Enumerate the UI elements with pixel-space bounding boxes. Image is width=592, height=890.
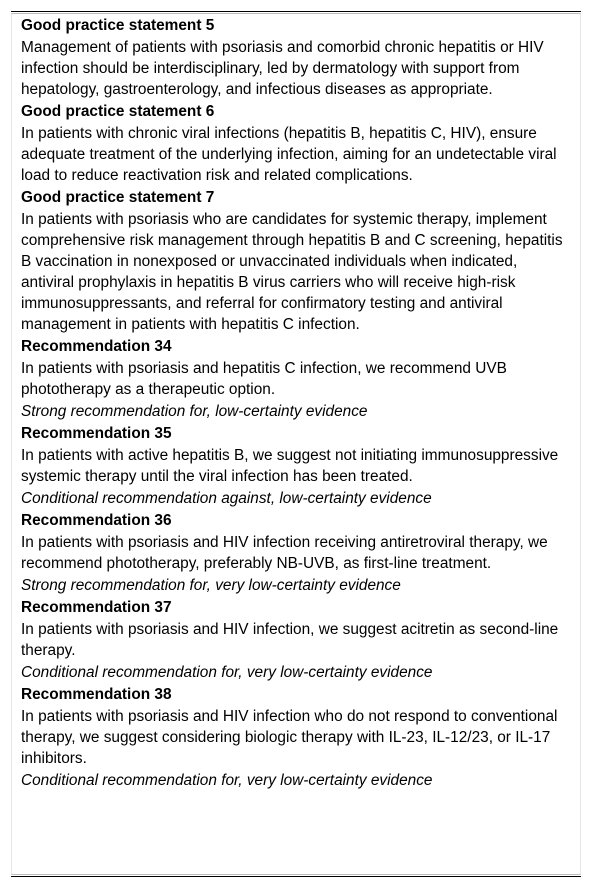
recommendation-heading: Recommendation 37 [21,599,172,616]
recommendations-table-body [11,13,581,875]
recommendation-text: In patients with psoriasis and hepatitis C infection, we recommend UVB phototherapy as a therapeutic option. [21,360,507,398]
statement-text: In patients with chronic viral infections (hepatitis B, hepatitis C, HIV), ensure adequate treatment of the underlying infection, aiming for an undetectable viral load to reduce reactivation risk and related complications. [21,125,557,184]
recommendation-34 [21,335,570,422]
recommendation-text: In patients with active hepatitis B, we suggest not initiating immunosuppressive systemic therapy until the viral infection has been treated. [21,447,559,485]
statement-heading: Good practice statement 6 [21,103,215,120]
recommendation-heading: Recommendation 38 [21,686,172,703]
recommendation-35 [21,422,570,509]
recommendation-heading: Recommendation 36 [21,512,172,529]
good-practice-statement-5 [21,14,570,100]
recommendation-strength: Strong recommendation for, very low-certainty evidence [21,577,401,594]
recommendation-strength: Conditional recommendation against, low-certainty evidence [21,490,432,507]
recommendation-37 [21,596,570,683]
statement-heading: Good practice statement 7 [21,189,215,206]
recommendation-36 [21,509,570,596]
recommendations-table [11,11,581,877]
good-practice-statement-7 [21,186,570,335]
statement-heading: Good practice statement 5 [21,17,215,34]
recommendation-text: In patients with psoriasis and HIV infection who do not respond to conventional therapy, we suggest considering biologic therapy with IL-23, IL-12/23, or IL-17 inhibitors. [21,708,558,767]
recommendation-text: In patients with psoriasis and HIV infection receiving antiretroviral therapy, we recommend phototherapy, preferably NB-UVB, as first-line treatment. [21,534,548,572]
recommendation-heading: Recommendation 35 [21,425,172,442]
statement-text: In patients with psoriasis who are candidates for systemic therapy, implement comprehensive risk management through hepatitis B and C screening, hepatitis B vaccination in nonexposed or unvaccinated individuals when indicated, antiviral prophylaxis in hepatitis B virus carriers who will receive high-risk immunosuppressants, and referral for confirmatory testing and antiviral management in patients with hepatitis C infection. [21,211,563,333]
recommendation-heading: Recommendation 34 [21,338,172,355]
recommendation-strength: Conditional recommendation for, very low-certainty evidence [21,664,433,681]
statement-text: Management of patients with psoriasis and comorbid chronic hepatitis or HIV infection should be interdisciplinary, led by dermatology with support from hepatology, gastroenterology, and infectious diseases as appropriate. [21,39,544,98]
recommendation-text: In patients with psoriasis and HIV infection, we suggest acitretin as second-line therapy. [21,621,559,659]
recommendation-strength: Conditional recommendation for, very low-certainty evidence [21,772,433,789]
recommendation-strength: Strong recommendation for, low-certainty evidence [21,403,368,420]
recommendation-38 [21,683,570,791]
good-practice-statement-6 [21,100,570,186]
